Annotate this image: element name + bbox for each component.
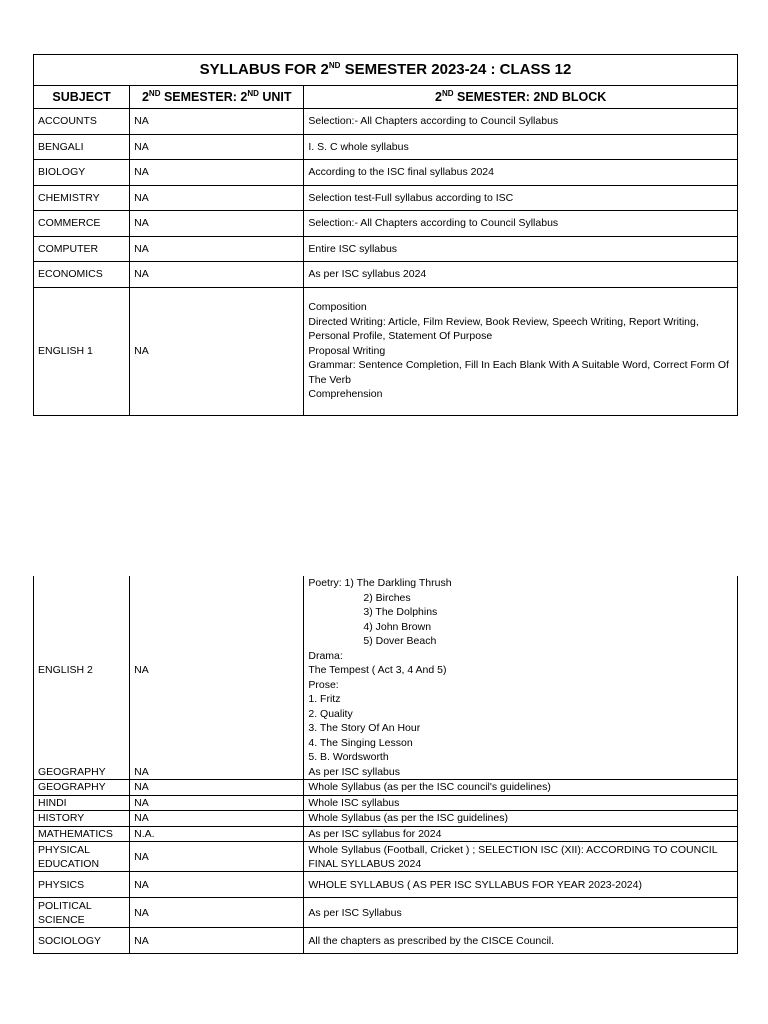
- subject-cell: ACCOUNTS: [34, 109, 130, 135]
- unit-cell: NA: [130, 811, 304, 827]
- block-cell: According to the ISC final syllabus 2024: [304, 160, 738, 186]
- table-row: [34, 160, 738, 186]
- table-row: [34, 898, 738, 928]
- unit-cell: NA: [130, 928, 304, 954]
- subject-cell: BIOLOGY: [34, 160, 130, 186]
- unit-cell: NA: [130, 842, 304, 872]
- page-title: SYLLABUS FOR 2ND SEMESTER 2023-24 : CLASS 12: [34, 55, 738, 86]
- table-row: [34, 211, 738, 237]
- table-row: [34, 185, 738, 211]
- block-cell: As per ISC syllabus: [304, 765, 738, 780]
- subject-cell: CHEMISTRY: [34, 185, 130, 211]
- header-unit: 2ND SEMESTER: 2ND UNIT: [130, 86, 304, 109]
- subject-cell: BENGALI: [34, 134, 130, 160]
- subject-cell: HINDI: [34, 795, 130, 811]
- block-cell: Whole ISC syllabus: [304, 795, 738, 811]
- table-row: [34, 576, 738, 765]
- block-cell: As per ISC syllabus for 2024: [304, 826, 738, 842]
- block-cell: Poetry: 1) The Darkling Thrush 2) Birches 3) The Dolphins 4) John Brown 5) Dover Beach Drama: The Tempest ( Act 3, 4 And 5) Prose: 1. Fritz 2. Quality 3. The Story Of An Hour 4. The Singing Lesson 5. B. Wordsworth: [304, 576, 738, 765]
- block-cell: WHOLE SYLLABUS ( AS PER ISC SYLLABUS FOR YEAR 2023-2024): [304, 872, 738, 898]
- table-row: [34, 287, 738, 415]
- syllabus-table-part-2: [33, 576, 738, 954]
- block-cell: Entire ISC syllabus: [304, 236, 738, 262]
- table-row: [34, 134, 738, 160]
- unit-cell: NA: [130, 872, 304, 898]
- subject-cell: POLITICAL SCIENCE: [34, 898, 130, 928]
- subject-cell: ECONOMICS: [34, 262, 130, 288]
- unit-cell: NA: [130, 160, 304, 186]
- subject-cell: MATHEMATICS: [34, 826, 130, 842]
- table-row: [34, 236, 738, 262]
- unit-cell: NA: [130, 109, 304, 135]
- unit-cell: NA: [130, 211, 304, 237]
- header-block: 2ND SEMESTER: 2ND BLOCK: [304, 86, 738, 109]
- table-row: [34, 765, 738, 780]
- table-row: [34, 928, 738, 954]
- table-row: [34, 795, 738, 811]
- table-row: [34, 811, 738, 827]
- block-cell: I. S. C whole syllabus: [304, 134, 738, 160]
- subject-cell: ENGLISH 1: [34, 287, 130, 415]
- unit-cell: NA: [130, 262, 304, 288]
- block-cell: As per ISC syllabus 2024: [304, 262, 738, 288]
- block-cell: All the chapters as prescribed by the CISCE Council.: [304, 928, 738, 954]
- unit-cell: NA: [130, 185, 304, 211]
- header-subject: SUBJECT: [34, 86, 130, 109]
- subject-cell: PHYSICS: [34, 872, 130, 898]
- subject-cell: ENGLISH 2: [34, 576, 130, 765]
- block-cell: Whole Syllabus (as per the ISC guidelines): [304, 811, 738, 827]
- table-row: [34, 109, 738, 135]
- table-header: [34, 86, 738, 109]
- unit-cell: NA: [130, 576, 304, 765]
- unit-cell: NA: [130, 134, 304, 160]
- subject-cell: HISTORY: [34, 811, 130, 827]
- unit-cell: NA: [130, 780, 304, 796]
- block-cell: Selection test-Full syllabus according to ISC: [304, 185, 738, 211]
- block-cell: Selection:- All Chapters according to Council Syllabus: [304, 109, 738, 135]
- unit-cell: NA: [130, 287, 304, 415]
- block-cell: As per ISC Syllabus: [304, 898, 738, 928]
- subject-cell: GEOGRAPHY: [34, 765, 130, 780]
- unit-cell: NA: [130, 795, 304, 811]
- subject-cell: PHYSICAL EDUCATION: [34, 842, 130, 872]
- subject-cell: GEOGRAPHY: [34, 780, 130, 796]
- unit-cell: N.A.: [130, 826, 304, 842]
- table-row: [34, 262, 738, 288]
- subject-cell: COMPUTER: [34, 236, 130, 262]
- unit-cell: NA: [130, 765, 304, 780]
- block-cell: Whole Syllabus (as per the ISC council's guidelines): [304, 780, 738, 796]
- unit-cell: NA: [130, 898, 304, 928]
- block-cell: Composition Directed Writing: Article, Film Review, Book Review, Speech Writing, Report Writing, Personal Profile, Statement Of Purpose Proposal Writing Grammar: Sentence Completion, Fill In Each Blank With A Suitable Word, Correct Form Of The Verb Comprehension: [304, 287, 738, 415]
- unit-cell: NA: [130, 236, 304, 262]
- block-cell: Whole Syllabus (Football, Cricket ) ; SELECTION ISC (XII): ACCORDING TO COUNCIL FINAL SYLLABUS 2024: [304, 842, 738, 872]
- subject-cell: SOCIOLOGY: [34, 928, 130, 954]
- subject-cell: COMMERCE: [34, 211, 130, 237]
- table-row: [34, 780, 738, 796]
- table-row: [34, 842, 738, 872]
- table-row: [34, 872, 738, 898]
- block-cell: Selection:- All Chapters according to Council Syllabus: [304, 211, 738, 237]
- syllabus-table-part-1: [33, 54, 738, 416]
- table-row: [34, 826, 738, 842]
